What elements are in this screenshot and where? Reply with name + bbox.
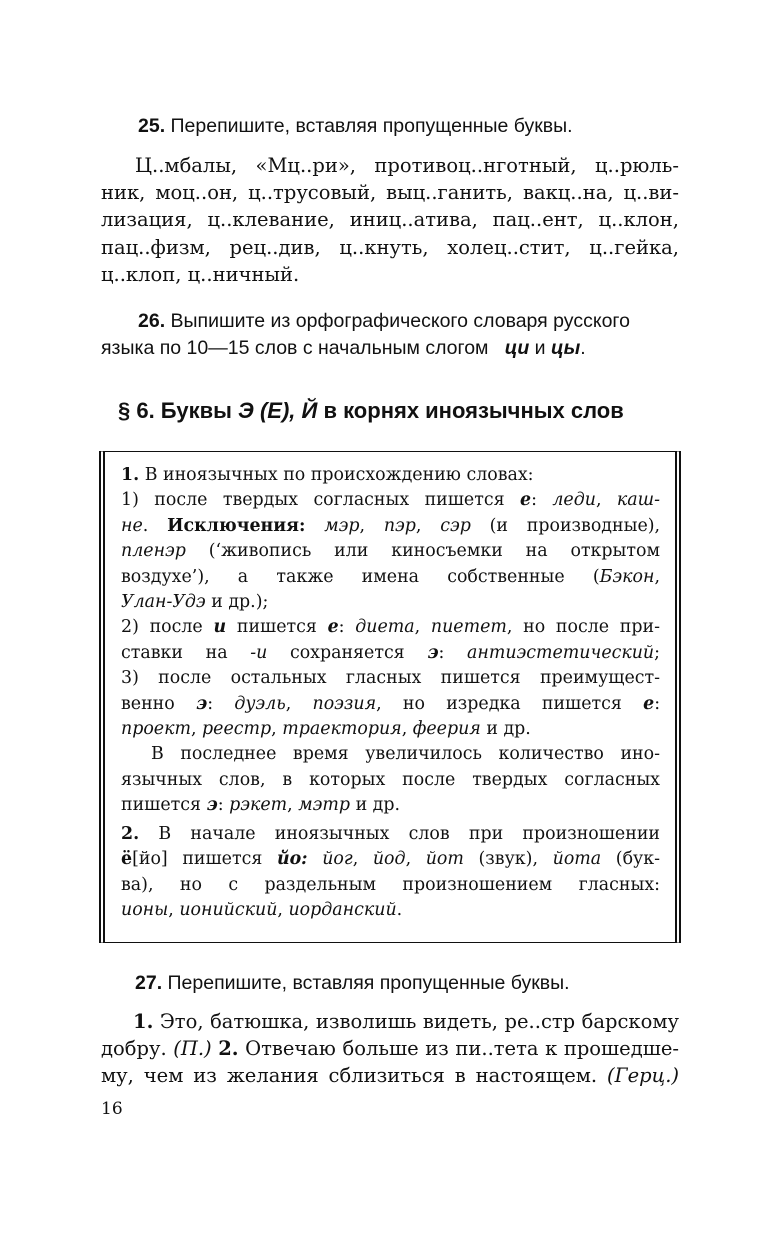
title-suffix: в корнях иноязычных слов: [323, 398, 624, 423]
rule-line: 1. В иноязычных по происхождению словах:: [121, 465, 534, 485]
title-prefix: § 6. Буквы: [118, 398, 232, 423]
rule-line: Улан-Удэ и др.);: [121, 592, 269, 613]
exercise-instruction: Перепишите, вставляя пропущенные буквы.: [170, 115, 573, 137]
rule-line: 2. В начале иноязычных слов при произношении: [121, 823, 660, 844]
rule-line: 1) после твердых согласных пишется е: леди, каш-: [121, 490, 660, 511]
exercise-number: 26.: [138, 310, 166, 332]
text-line: 1. Это, батюшка, изволишь видеть, ре..стр барскому: [133, 1010, 679, 1033]
exercise-number: 27.: [135, 972, 163, 994]
text-line: добру. (П.) 2. Отвечаю больше из пи..тета к прошедше-: [101, 1037, 679, 1061]
page-number: 16: [101, 1099, 123, 1119]
rule-line: пишется э: рэкет, мэтр и др.: [121, 795, 401, 816]
rule-line: ионы, ионийский, иорданский.: [121, 899, 403, 920]
text-line: пац..физм, рец..див, ц..кнуть, холец..стит, ц..гейка,: [101, 235, 679, 259]
text-line: лизация, ц..клевание, иниц..атива, пац..ент, ц..клон,: [101, 208, 679, 232]
rule-line: ставки на -и сохраняется э: антиэстетический;: [121, 642, 660, 663]
rule-line: 2) после и пишется е: диета, пиетет, но после при-: [121, 617, 660, 638]
rule-line: язычных слов, в которых после твердых согласных: [121, 769, 660, 790]
exercise-instruction: Перепишите, вставляя пропущенные буквы.: [167, 972, 570, 994]
rule-line: 3) после остальных гласных пишется преимущест-: [121, 668, 660, 689]
exercise-25-text: [101, 152, 679, 288]
text-line: ц..клоп, ц..ничный.: [101, 262, 300, 286]
text-line: Ц..мбалы, «Мц..ри», противоц..нготный, ц..рюль-: [135, 154, 679, 177]
text-line: му, чем из желания сблизиться в настоящем. (Герц.): [101, 1064, 680, 1088]
exercise-instruction: Выпишите из орфографического словаря русского: [170, 310, 630, 332]
period: .: [580, 337, 586, 359]
syllable-tsi: ци: [504, 337, 530, 359]
exercise-27-text: [101, 1008, 679, 1090]
text-line: ник, моц..он, ц..трусовый, выц..ганить, вакц..на, ц..ви-: [101, 181, 679, 205]
rule-line: пленэр (‘живопись или киносъемки на открытом: [121, 541, 660, 562]
section-title: [118, 397, 624, 425]
rule-line: проект, реестр, траектория, феерия и др.: [121, 719, 531, 740]
exercise-26: [101, 308, 681, 362]
rule-line: воздухе’), а также имена собственные (Бэкон,: [121, 566, 660, 587]
exercise-instruction-cont: языка по 10—15 слов с начальным слогом: [101, 337, 489, 359]
rule-box: [99, 451, 681, 943]
rule-line: В последнее время увеличилось количество ино-: [151, 744, 660, 765]
rule-line: ва), но с раздельным произношением гласных:: [121, 874, 660, 895]
rule-line: не. Исключения: мэр, пэр, сэр (и производные),: [121, 515, 661, 536]
rule-line: венно э: дуэль, поэзия, но изредка пишется е:: [121, 693, 661, 714]
exercise-27-heading: [135, 971, 570, 995]
exercise-number: 25.: [138, 115, 166, 137]
rule-text: [121, 463, 660, 923]
conjunction: и: [534, 337, 546, 359]
exercise-25-heading: [138, 114, 573, 138]
title-letters: Э (Е), Й: [238, 398, 318, 423]
rule-line: ё[йо] пишется йо: йог, йод, йот (звук), йота (бук-: [121, 849, 661, 870]
syllable-tsy: цы: [551, 337, 581, 359]
